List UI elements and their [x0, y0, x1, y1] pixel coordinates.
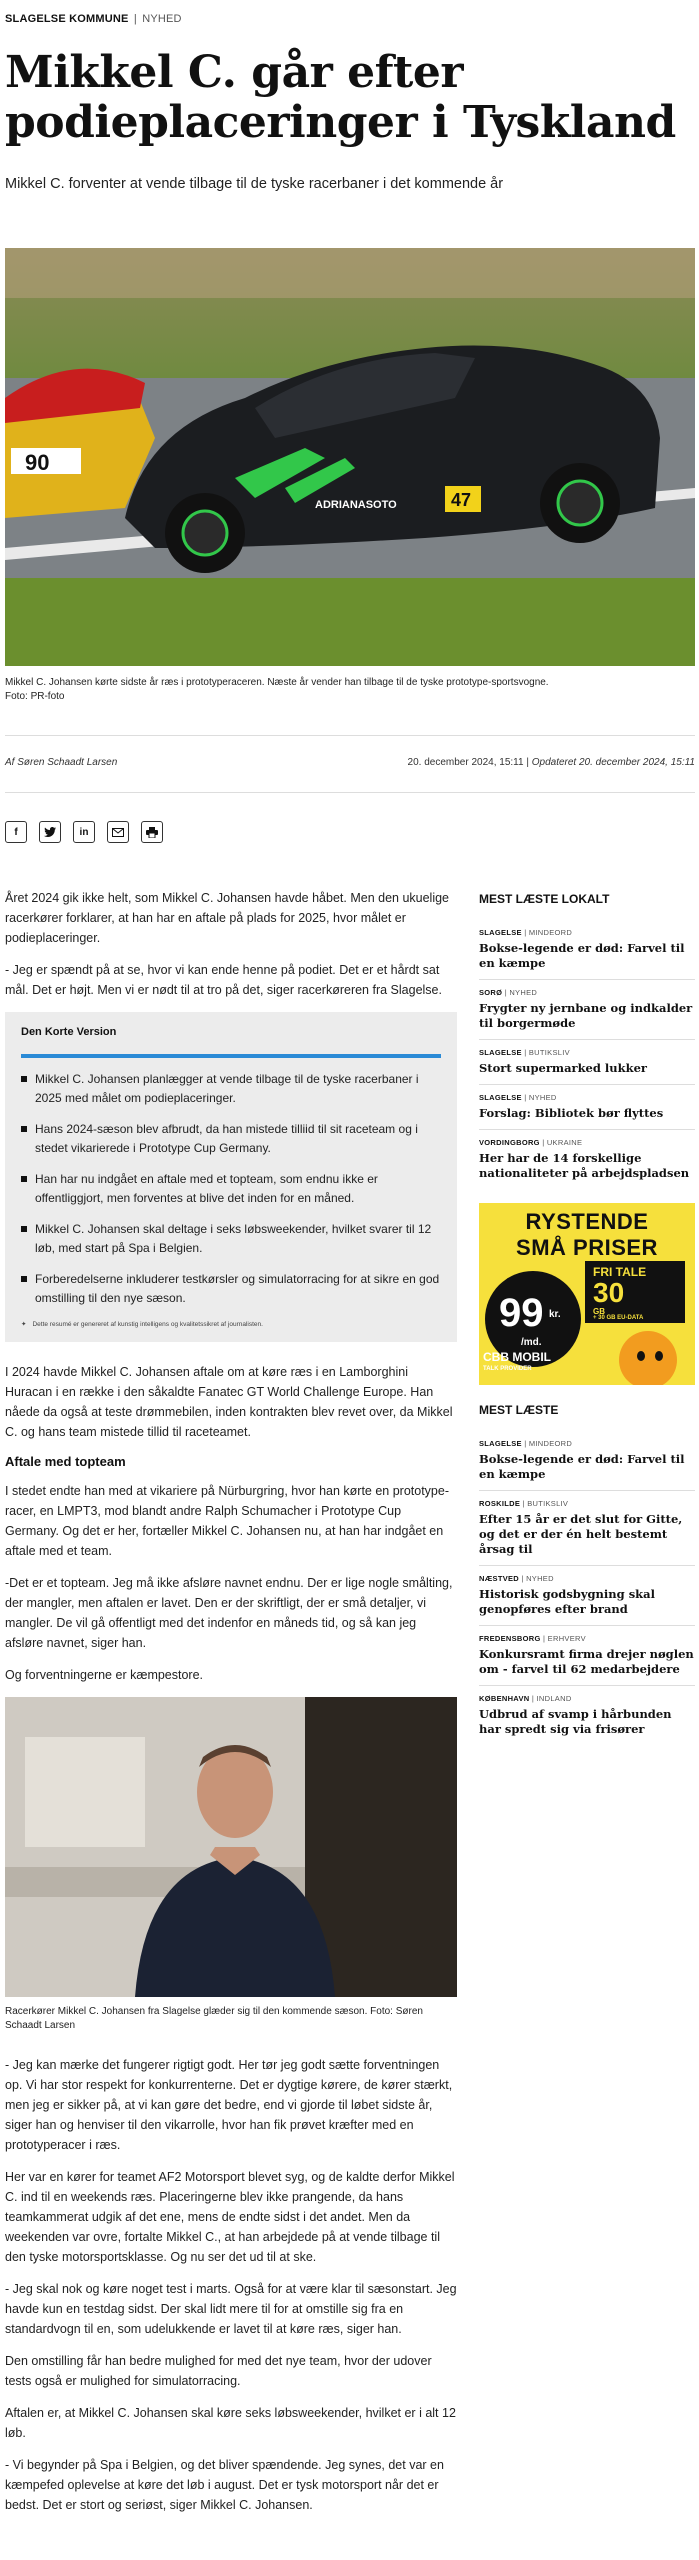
byline[interactable]: Af Søren Schaadt Larsen — [5, 757, 118, 768]
summary-bullet: Hans 2024-sæson blev afbrudt, da han mistede tilliid til sit raceteam og i stedet vikarierede i Prototype Cup Germany. — [21, 1120, 441, 1158]
paragraph: Og forventningerne er kæmpestore. — [5, 1668, 204, 1682]
ad-brand-logo — [483, 1351, 551, 1375]
svg-text:47: 47 — [451, 490, 472, 510]
divider — [5, 735, 695, 736]
ad-period: /md. — [521, 1337, 542, 1348]
list-item-title[interactable]: Forslag: Bibliotek bør flyttes — [479, 1106, 664, 1120]
hero-caption — [5, 676, 695, 704]
ad-headline-1: RYSTENDE — [525, 1209, 649, 1234]
local-most-read-list — [479, 920, 695, 1189]
list-item[interactable]: SLAGELSE | NYHED Forslag: Bibliotek bør flyttes — [479, 1085, 695, 1130]
article-title: Mikkel C. går efter podieplaceringer i Tyskland — [5, 47, 676, 148]
ad-mascot-eye — [655, 1351, 663, 1361]
date-separator: | — [526, 757, 529, 768]
most-read-title: MEST LÆSTE — [479, 1403, 559, 1417]
list-item-title[interactable]: Udbrud af svamp i hårbunden har spredt sig via frisører — [479, 1707, 672, 1736]
hero-caption-text: Mikkel C. Johansen kørte sidste år ræs i prototyperaceren. Næste år vender han tilbage til de tyske prototype-sportsvogne. — [5, 677, 549, 688]
updated-date: Opdateret 20. december 2024, 15:11 — [531, 757, 695, 768]
list-item-title[interactable]: Frygter ny jernbane og indkalder til borgermøde — [479, 1001, 693, 1030]
svg-text:90: 90 — [25, 450, 50, 475]
list-item-title[interactable]: Stort supermarked lukker — [479, 1061, 647, 1075]
article-type: NYHED — [142, 13, 182, 25]
article-dates — [408, 757, 695, 768]
most-read-list — [479, 1431, 695, 1745]
paragraph: Året 2024 gik ikke helt, som Mikkel C. Johansen havde håbet. Men den ukuelige racerkører forklarer, at han har en aftale på plads for 2025, hvor målet er podieplaceringer. — [5, 891, 450, 945]
summary-bullet: Forberedelserne inkluderer testkørsler og simulatorracing for at sikre en god omstilling til den nye sæson. — [21, 1270, 441, 1308]
list-item-title[interactable]: Her har de 14 forskellige nationaliteter på arbejdspladsen — [479, 1151, 690, 1180]
ai-note — [21, 1320, 441, 1328]
list-item[interactable]: NÆSTVED | NYHED Historisk godsbygning skal genopføres efter brand — [479, 1566, 695, 1626]
print-icon[interactable] — [141, 821, 163, 843]
ad-brand: CBB MOBIL — [483, 1350, 551, 1364]
summary-accent-bar — [21, 1054, 441, 1058]
ad-mascot-eye — [637, 1351, 645, 1361]
list-item[interactable]: ROSKILDE | BUTIKSLIV Efter 15 år er det slut for Gitte, og det er der én helt bestemt årsag til — [479, 1491, 695, 1566]
subheading: Aftale med topteam — [5, 1454, 126, 1469]
paragraph: I 2024 havde Mikkel C. Johansen aftale om at køre ræs i en Lamborghini Huracan i en række i den såkaldte Fanatec GT World Challenge Europe. Han nåede da også at teste drømmebilen, inden kontrakten blev revet over, da Mikkel C. og hans team mistede tillid til raceteamet. — [5, 1365, 453, 1439]
hero-image[interactable] — [5, 248, 695, 666]
list-item-title[interactable]: Historisk godsbygning skal genopføres efter brand — [479, 1587, 655, 1616]
ad-brand-sub: TALK PROVIDER — [483, 1366, 532, 1372]
list-item[interactable]: KØBENHAVN | INDLAND Udbrud af svamp i hårbunden har spredt sig via frisører — [479, 1686, 695, 1745]
summary-title: Den Korte Version — [21, 1026, 117, 1038]
summary-box — [5, 1012, 457, 1342]
list-item-title[interactable]: Efter 15 år er det slut for Gitte, og det er der én helt bestemt årsag til — [479, 1512, 683, 1556]
facebook-icon[interactable]: f — [5, 821, 27, 843]
paragraph: Den omstilling får han bedre mulighed for med det nye team, hvor der udover tests også er mulighed for simulatorracing. — [5, 2354, 432, 2388]
ad-gb: 30 — [593, 1277, 625, 1308]
paragraph: I stedet endte han med at vikariere på Nürburgring, hvor han kørte en prototype-racer, en LMPT3, mod blandt andre Ralph Schumacher i Prototype Cup Germany. Og det er her, fortæller Mikkel C. Johansen nu, at han har indgået en aftale med et team. — [5, 1484, 449, 1558]
sparkle-icon: ✦ — [21, 1321, 27, 1328]
ad-price: 99 — [499, 1291, 544, 1335]
list-item[interactable]: SLAGELSE | MINDEORD Bokse-legende er død: Farvel til en kæmpe — [479, 1431, 695, 1491]
list-item[interactable]: SORØ | NYHED Frygter ny jernbane og indkalder til borgermøde — [479, 980, 695, 1040]
mail-icon[interactable] — [107, 821, 129, 843]
linkedin-icon[interactable]: in — [73, 821, 95, 843]
article-body — [5, 888, 457, 2527]
paragraph: - Jeg kan mærke det fungerer rigtigt godt. Her tør jeg godt sætte forventningen op. Vi har stor respekt for konkurrenterne. Det er dygtige kørere, de kører stærkt, men jeg er sikker på, at vi kan gøre det bedre, end vi gjorde til løbet sidste år, siger han og henviser til den vikarrolle, hvor han fik prøvet kræfter med en prototyperacer i ræs. — [5, 2058, 453, 2152]
portrait-illustration — [5, 1697, 457, 1997]
portrait-caption: Racerkører Mikkel C. Johansen fra Slagelse glæder sig til den kommende sæson. Foto: Søren Schaadt Larsen — [5, 2006, 423, 2031]
section-kicker — [5, 13, 182, 25]
summary-bullet: Mikkel C. Johansen skal deltage i seks løbsweekender, hvilket svarer til 12 løb, med start på Spa i Belgien. — [21, 1220, 441, 1258]
local-most-read-title: MEST LÆSTE LOKALT — [479, 892, 610, 906]
advertisement[interactable] — [479, 1203, 695, 1385]
paragraph: -Det er et topteam. Jeg må ikke afsløre navnet endnu. Der er lige nogle smålting, der mangler, men aftalen er lavet. Den er der skriftligt, der er små detaljer, vi mangler. De vil gå offentligt med det indenfor en måneds tid, og så kan jeg afsløre navnet, siger han. — [5, 1576, 453, 1650]
ad-mascot — [619, 1331, 677, 1385]
published-date: 20. december 2024, 15:11 — [407, 757, 524, 768]
ad-currency: kr. — [549, 1309, 561, 1320]
ad-free-label: FRI TALE — [593, 1265, 647, 1279]
article-lead: Mikkel C. forventer at vende tilbage til de tyske racerbaner i det kommende år — [5, 176, 504, 192]
ai-note-text: Dette resumé er genereret af kunstig intelligens og kvalitetssikret af journalisten. — [32, 1320, 263, 1328]
paragraph: Her var en kører for teamet AF2 Motorsport blevet syg, og de kaldte derfor Mikkel C. ind til en weekends ræs. Placeringerne blev ikke prangende, da hans teamkammerat udgik af det ene, mens de endte sidst i det andet. Men da weekenden var ovre, fortalte Mikkel C., at han arbejdede på at vende tilbage til den tyske motorsportsklasse. Og nu ser det ud til at ske. — [5, 2170, 455, 2264]
portrait-photo[interactable] — [5, 1697, 457, 1997]
share-bar — [5, 821, 163, 843]
divider — [5, 792, 695, 793]
section-link[interactable]: SLAGELSE KOMMUNE — [5, 13, 129, 25]
ad-offer-box — [585, 1261, 685, 1323]
list-item-title[interactable]: Konkursramt firma drejer nøglen om - farvel til 62 medarbejdere — [479, 1647, 694, 1676]
hero-caption-credit: Foto: PR-foto — [5, 691, 65, 702]
list-item[interactable]: SLAGELSE | MINDEORD Bokse-legende er død: Farvel til en kæmpe — [479, 920, 695, 980]
paragraph: - Vi begynder på Spa i Belgien, og det bliver spændende. Jeg synes, det var en kæmpefed oplevelse at køre det løb i august. Det er tysk motorsport når det er bedst. Det er stort og seriøst, siger Mikkel C. Johansen. — [5, 2458, 444, 2512]
summary-list — [21, 1070, 441, 1308]
ad-gb-extra: + 30 GB EU-DATA — [593, 1315, 644, 1321]
list-item-title[interactable]: Bokse-legende er død: Farvel til en kæmpe — [479, 941, 685, 970]
list-item[interactable]: FREDENSBORG | ERHVERV Konkursramt firma drejer nøglen om - farvel til 62 medarbejdere — [479, 1626, 695, 1686]
twitter-icon[interactable] — [39, 821, 61, 843]
paragraph: - Jeg er spændt på at se, hvor vi kan ende henne på podiet. Det er et hårdt sat mål. Det er højt. Men vi er nødt til at tro på det, siger racerkøreren fra Slagelse. — [5, 963, 442, 997]
svg-text:ADRIANASOTO: ADRIANASOTO — [315, 499, 397, 511]
sidebar — [479, 888, 695, 1745]
summary-bullet: Mikkel C. Johansen planlægger at vende tilbage til de tyske racerbaner i 2025 med målet om podieplaceringer. — [21, 1070, 441, 1108]
kicker-separator: | — [133, 13, 137, 25]
race-car-illustration — [5, 248, 695, 666]
summary-bullet: Han har nu indgået en aftale med et topteam, som endnu ikke er offentliggjort, men forventes at blive det inden for en måned. — [21, 1170, 441, 1208]
ad-headline-2: SMÅ PRISER — [516, 1235, 658, 1260]
ad-gb-unit: GB — [593, 1307, 605, 1316]
paragraph: - Jeg skal nok og køre noget test i marts. Også for at være klar til sæsonstart. Jeg havde kun en testdag sidst. Der skal lidt mere til for at omstille sig fra en standardvogn til en, som udelukkende er lavet til at køre ræs, siger han. — [5, 2282, 457, 2336]
list-item-title[interactable]: Bokse-legende er død: Farvel til en kæmpe — [479, 1452, 685, 1481]
list-item[interactable]: VORDINGBORG | UKRAINE Her har de 14 forskellige nationaliteter på arbejdspladsen — [479, 1130, 695, 1189]
list-item[interactable]: SLAGELSE | BUTIKSLIV Stort supermarked lukker — [479, 1040, 695, 1085]
paragraph: Aftalen er, at Mikkel C. Johansen skal køre seks løbsweekender, hvilket er i alt 12 løb. — [5, 2406, 456, 2440]
